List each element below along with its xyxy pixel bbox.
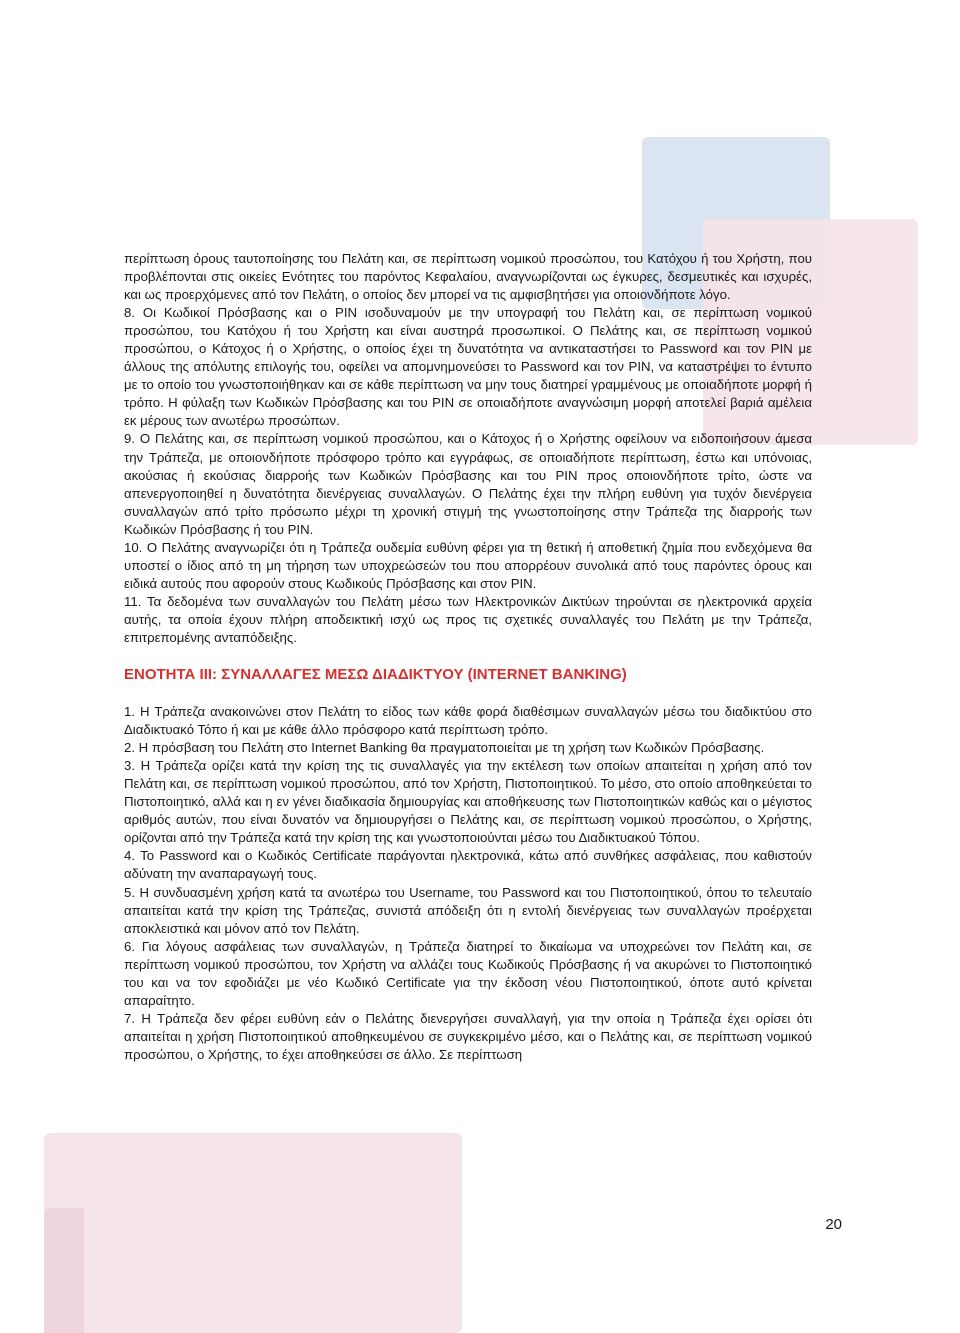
paragraph-item-10: 10. Ο Πελάτης αναγνωρίζει ότι η Τράπεζα ουδεμία ευθύνη φέρει για τη θετική ή αποθετική ζημία που ενδεχόμενα θα υποστεί ο ίδιος από τη μη τήρηση των υποχρεώσεών του που απορρέουν συνολικά από τους παρόντες όρους και ειδικά αυτούς που αφορούν στους Κωδικούς Πρόσβασης και στον PIN.	[124, 539, 812, 591]
section-item-6: 6. Για λόγους ασφάλειας των συναλλαγών, η Τράπεζα διατηρεί το δικαίωμα να υποχρεώνει τον Πελάτη και, σε περίπτωση νομικού προσώπου, τον Χρήστη να αλλάζει τους Κωδικούς Πρόσβασης ή να ακυρώνει το Πιστοποιητικό του και να τον εφοδιάζει με νέο Κωδικό Certificate για την έκδοση νέου Πιστοποιητικού, όποτε αυτό κρίνεται απαραίτητο.	[124, 938, 812, 1008]
section-heading: ΕΝΟΤΗΤΑ III: ΣΥΝΑΛΛΑΓΕΣ ΜΕΣΩ ΔΙΑΔΙΚΤΥΟΥ (INTERNET BANKING)	[124, 666, 627, 684]
paragraph-item-8: 8. Οι Κωδικοί Πρόσβασης και ο PIN ισοδυναμούν με την υπογραφή του Πελάτη και, σε περίπτωση νομικού προσώπου, του Κατόχου ή του Χρήστη και είναι αυστηρά προσωπικοί. Ο Πελάτης και, σε περίπτωση νομικού προσώπου, ο Κάτοχος ή ο Χρήστης, ο οποίος έχει τη δυνατότητα να αντικαταστήσει το Password και τον PIN με άλλους της απόλυτης επιλογής του, οφείλει να απομνημονεύσει το Password και τον PIN, να καταστρέψει το έντυπο με το οποίο του γνωστοποιήθηκαν και σε κάθε περίπτωση να μην τους διατηρεί γραμμένους με οποιαδήποτε μορφή ή τρόπο. Η φύλαξη των Κωδικών Πρόσβασης και του PIN σε οποιαδήποτε αναγνώσιμη μορφή αποτελεί βαριά αμέλεια εκ μέρους των ανωτέρω προσώπων.	[124, 305, 812, 429]
section-item-5: 5. Η συνδυασμένη χρήση κατά τα ανωτέρω του Username, του Password και του Πιστοποιητικού, όπου το τελευταίο απαιτείται κατά την κρίση της Τράπεζας, συνιστά απόδειξη ότι η εντολή διενέργειας των συναλλαγών προέρχεται αποκλειστικά και μόνον από τον Πελάτη.	[124, 884, 812, 936]
paragraph-item-11: 11. Τα δεδομένα των συναλλαγών του Πελάτη μέσω των Ηλεκτρονικών Δικτύων τηρούνται σε ηλεκτρονικά αρχεία αυτής, τα οποία έχουν πλήρη αποδεικτική ισχύ ως προς τις σχετικές συναλλαγές του Πελάτη με την Τράπεζα, επιτρεπομένης ανταπόδειξης.	[124, 593, 812, 645]
page-number: 20	[825, 1216, 842, 1233]
paragraph-continuation: περίπτωση όρους ταυτοποίησης του Πελάτη και, σε περίπτωση νομικού προσώπου, του Κατόχου ή του Χρήστη, που προβλέπονται στις οικείες Ενότητες του παρόντος Κεφαλαίου, αναγνωρίζονται ως έγκυρες, δεσμευτικές και ισχυρές, και ως προερχόμενες από τον Πελάτη, ο οποίος δεν μπορεί να τις αμφισβητήσει για οποιονδήποτε λόγο.	[124, 251, 812, 303]
decorative-pink-block-bottom-left	[44, 1133, 462, 1333]
section-item-7: 7. Η Τράπεζα δεν φέρει ευθύνη εάν ο Πελάτης διενεργήσει συναλλαγή, για την οποία η Τράπεζα έχει ορίσει ότι απαιτείται η χρήση Πιστοποιητικού αποθηκευμένου σε συγκεκριμένο μέσο, και ο Πελάτης και, σε περίπτωση νομικού προσώπου, ο Χρήστης, το έχει αποθηκεύσει σε άλλο. Σε περίπτωση	[124, 1010, 812, 1062]
paragraph-item-9: 9. Ο Πελάτης και, σε περίπτωση νομικού προσώπου, και ο Κάτοχος ή ο Χρήστης οφείλουν να ειδοποιήσουν άμεσα την Τράπεζα, με οποιονδήποτε πρόσφορο τρόπο και εγγράφως, σε οποιαδήποτε περίπτωση, έστω και υπόνοιας, ακούσιας ή εκούσιας διαρροής των Κωδικών Πρόσβασης και του PIN προς οποιονδήποτε τρίτο, ώστε να απενεργοποιηθεί η δυνατότητα διενέργειας συναλλαγών. Ο Πελάτης έχει την πλήρη ευθύνη για τυχόν διενέργεια συναλλαγών από τρίτο πρόσωπο μέχρι τη χρονική στιγμή της γνωστοποίησης στην Τράπεζα της διαρροής των Κωδικών Πρόσβασης ή του PIN.	[124, 431, 812, 537]
decorative-pink-strip	[44, 1208, 84, 1333]
section-item-1: 1. Η Τράπεζα ανακοινώνει στον Πελάτη το είδος των κάθε φορά διαθέσιμων συναλλαγών μέσω του διαδικτύου στο Διαδικτυακό Τόπο ή και με κάθε άλλο πρόσφορο κατά περίπτωση τρόπο.	[124, 704, 812, 738]
section-item-2: 2. Η πρόσβαση του Πελάτη στο Internet Banking θα πραγματοποιείται με τη χρήση των Κωδικών Πρόσβασης.	[124, 740, 765, 756]
section-item-4: 4. Το Password και ο Κωδικός Certificate παράγονται ηλεκτρονικά, κάτω από συνθήκες ασφάλειας, που καθιστούν αδύνατη την αναπαραγωγή τους.	[124, 848, 812, 882]
section-item-3: 3. Η Τράπεζα ορίζει κατά την κρίση της τις συναλλαγές για την εκτέλεση των οποίων απαιτείται η χρήση από τον Πελάτη και, σε περίπτωση νομικού προσώπου, από τον Χρήστη, Πιστοποιητικού. Το μέσο, στο οποίο αποθηκεύεται το Πιστοποιητικό, αλλά και η εν γένει διαδικασία δημιουργίας και αποθήκευσης των Πιστοποιητικών καθώς και ο μέγιστος αριθμός αυτών, που είναι δυνατόν να δημιουργήσει ο Πελάτης και, σε περίπτωση νομικού προσώπου, ο Χρήστης, ορίζονται από την Τράπεζα κατά την κρίση της και γνωστοποιούνται μέσω του Διαδικτυακού Τόπου.	[124, 758, 812, 846]
document-body	[124, 250, 812, 1064]
